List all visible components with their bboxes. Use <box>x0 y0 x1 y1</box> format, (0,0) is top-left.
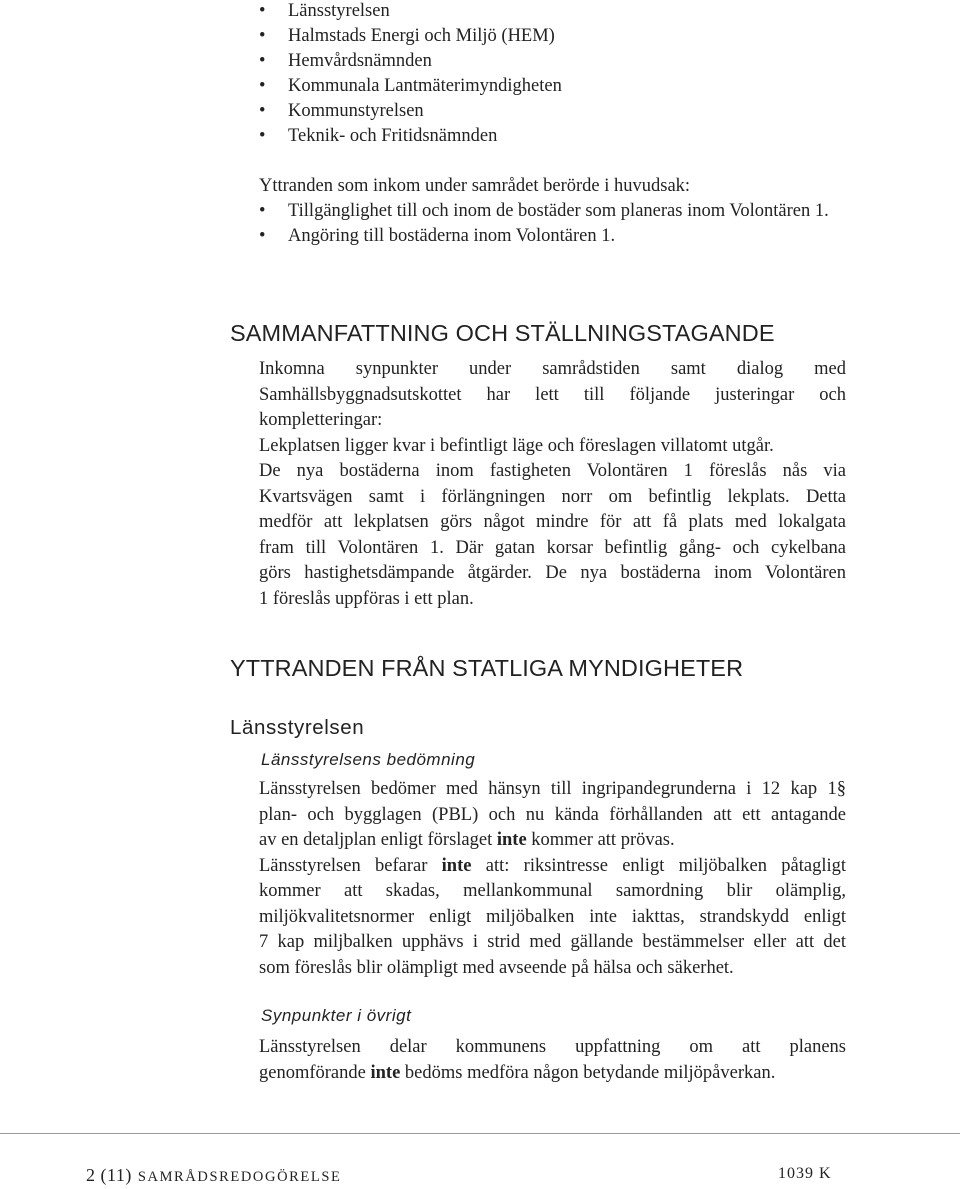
footer-divider <box>0 1133 960 1134</box>
assessment-paragraph: Länsstyrelsen bedömer med hänsyn till ingripandegrunderna i 12 kap 1§ plan- och bygglagen (PBL) och nu kända förhållanden att ett antagande av en detaljplan enligt förslaget inte kommer att prövas. Länsstyrelsen befarar inte att: riksintresse enligt miljöbalken påtagligt kommer att skadas, mellankommunal samordning blir olämplig, miljökvalitetsnormer enligt miljöbalken inte iakttas, strandskydd enligt 7 kap miljbalken upphävs i strid med gällande bestämmelser eller att det som föreslås blir olämpligt med avseende på hälsa och säkerhet. <box>259 779 846 978</box>
list-item: • Kommunstyrelsen <box>259 101 424 121</box>
list-item: • Angöring till bostäderna inom Volontären 1. <box>259 226 616 246</box>
assessment-heading: Länsstyrelsens bedömning <box>261 750 476 769</box>
list-item: • Tillgänglighet till och inom de bostäder som planeras inom Volontären 1. <box>259 201 829 221</box>
organization-list <box>259 0 859 149</box>
document-id: 1039 K <box>778 1165 832 1182</box>
state-authorities-heading: YTTRANDEN FRÅN STATLIGA MYNDIGHETER <box>230 655 744 681</box>
list-item: • Teknik- och Fritidsnämnden <box>259 126 498 146</box>
list-item: • Hemvårdsnämnden <box>259 51 432 71</box>
authority-heading: Länsstyrelsen <box>230 716 365 739</box>
summary-heading: SAMMANFATTNING OCH STÄLLNINGSTAGANDE <box>230 320 775 346</box>
other-comments-paragraph: Länsstyrelsen delar kommunens uppfattning om att planens genomförande inte bedöms medföra någon betydande miljöpåverkan. <box>259 1037 846 1083</box>
summary-paragraph: Inkomna synpunkter under samrådstiden samt dialog med Samhällsbyggnadsutskottet har lett till följande justeringar och kompletteringar: Lekplatsen ligger kvar i befintligt läge och föreslagen villatomt utgår. De nya bostäderna inom fastigheten Volontären 1 föreslås nås via Kvartsvägen samt i förlängningen norr om befintlig lekplats. Detta medför att lekplatsen görs något mindre för att få plats med lokalgata fram till Volontären 1. Där gatan korsar befintlig gång- och cykelbana görs hastighetsdämpande åtgärder. De nya bostäderna inom Volontären 1 föreslås uppföras i ett plan. <box>259 359 846 609</box>
footer-page-info <box>86 1165 341 1186</box>
concerns-list <box>259 199 849 249</box>
page-number: 2 (11) <box>86 1165 132 1185</box>
list-item: • Länsstyrelsen <box>259 1 390 21</box>
document-title: SAMRÅDSREDOGÖRELSE <box>137 1169 342 1185</box>
other-comments-heading: Synpunkter i övrigt <box>261 1006 412 1025</box>
list-item: • Kommunala Lantmäterimyndigheten <box>259 76 562 96</box>
list-item: • Halmstads Energi och Miljö (HEM) <box>259 26 555 46</box>
intro-text: Yttranden som inkom under samrådet berörde i huvudsak: <box>259 176 691 196</box>
